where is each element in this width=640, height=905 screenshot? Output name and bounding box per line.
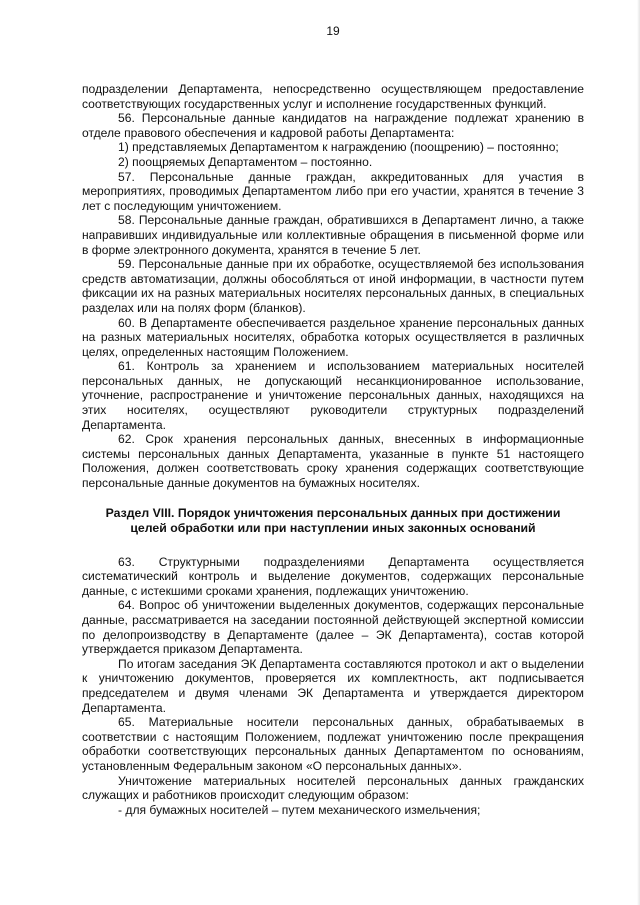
- paragraph: 64. Вопрос об уничтожении выделенных документов, содержащих персональные данные, рассматривается на заседании постоянной действующей экспертной комиссии по делопроизводству в Департаменте (далее – ЭК Департамента), состав которой утверждается приказом Департамента.: [82, 598, 584, 657]
- paragraph: - для бумажных носителей – путем механического измельчения;: [118, 802, 481, 817]
- paragraph: 2) поощряемых Департаментом – постоянно.: [118, 154, 373, 169]
- paragraph: 61. Контроль за хранением и использованием материальных носителей персональных данных, не допускающий несанкционированное использование, уточнение, распространение и уничтожение персональных данных, находящихся на этих носителях, осуществляют руководители структурных подразделений Департамента.: [82, 359, 584, 432]
- paragraph: 63. Структурными подразделениями Департамента осуществляется систематический контроль и выделение документов, содержащих персональные данные, с истекшими сроками хранения, подлежащих уничтожению.: [82, 554, 584, 598]
- paragraph: Уничтожение материальных носителей персональных данных гражданских служащих и работников происходит следующим образом:: [82, 773, 584, 803]
- paragraph-group-top: [82, 82, 584, 491]
- paragraph: По итогам заседания ЭК Департамента составляются протокол и акт о выделении к уничтожению документов, проверяется их комплектность, акт подписывается председателем и двумя членами ЭК Департамента и утверждается директором Департамента.: [82, 656, 584, 715]
- paragraph: подразделении Департамента, непосредственно осуществляющем предоставление соответствующих государственных услуг и исполнение государственных функций.: [82, 82, 584, 111]
- section-heading: Раздел VIII. Порядок уничтожения персональных данных при достижении целей обработки или при наступлении иных законных оснований: [105, 505, 561, 535]
- page-number: 19: [326, 24, 340, 38]
- paragraph: 58. Персональные данные граждан, обратившихся в Департамент лично, а также направивших индивидуальные или коллективные обращения в письменной форме или в форме электронного документа, хранятся в течение 5 лет.: [82, 213, 584, 257]
- paragraph: 60. В Департаменте обеспечивается раздельное хранение персональных данных на разных материальных носителях, обработка которых осуществляется в различных целях, определенных настоящим Положением.: [82, 315, 584, 359]
- paragraph: 1) представляемых Департаментом к награждению (поощрению) – постоянно;: [118, 140, 559, 155]
- paragraph: 59. Персональные данные при их обработке, осуществляемой без использования средств автоматизации, должны обособляться от иной информации, в частности путем фиксации их на разных материальных носителях персональных данных, в специальных разделах или на полях форм (бланков).: [82, 257, 584, 315]
- paragraph: 62. Срок хранения персональных данных, внесенных в информационные системы персональных данных Департамента, указанные в пункте 51 настоящего Положения, должен соответствовать сроку хранения содержащих соответствующие персональные данные документов на бумажных носителях.: [82, 432, 584, 491]
- paragraph: 56. Персональные данные кандидатов на награждение подлежат хранению в отделе правового обеспечения и кадровой работы Департамента:: [82, 111, 584, 140]
- paragraph: 65. Материальные носители персональных данных, обрабатываемых в соответствии с настоящим Положением, подлежат уничтожению после прекращения обработки соответствующих персональных данных Департаментом по основаниям, установленным Федеральным законом «О персональных данных».: [82, 715, 584, 773]
- paragraph: 57. Персональные данные граждан, аккредитованных для участия в мероприятиях, проводимых Департаментом либо при его участии, хранятся в течение 3 лет с последующим уничтожением.: [82, 169, 584, 213]
- document-body: [82, 82, 584, 817]
- paragraph-group-bottom: [82, 555, 584, 818]
